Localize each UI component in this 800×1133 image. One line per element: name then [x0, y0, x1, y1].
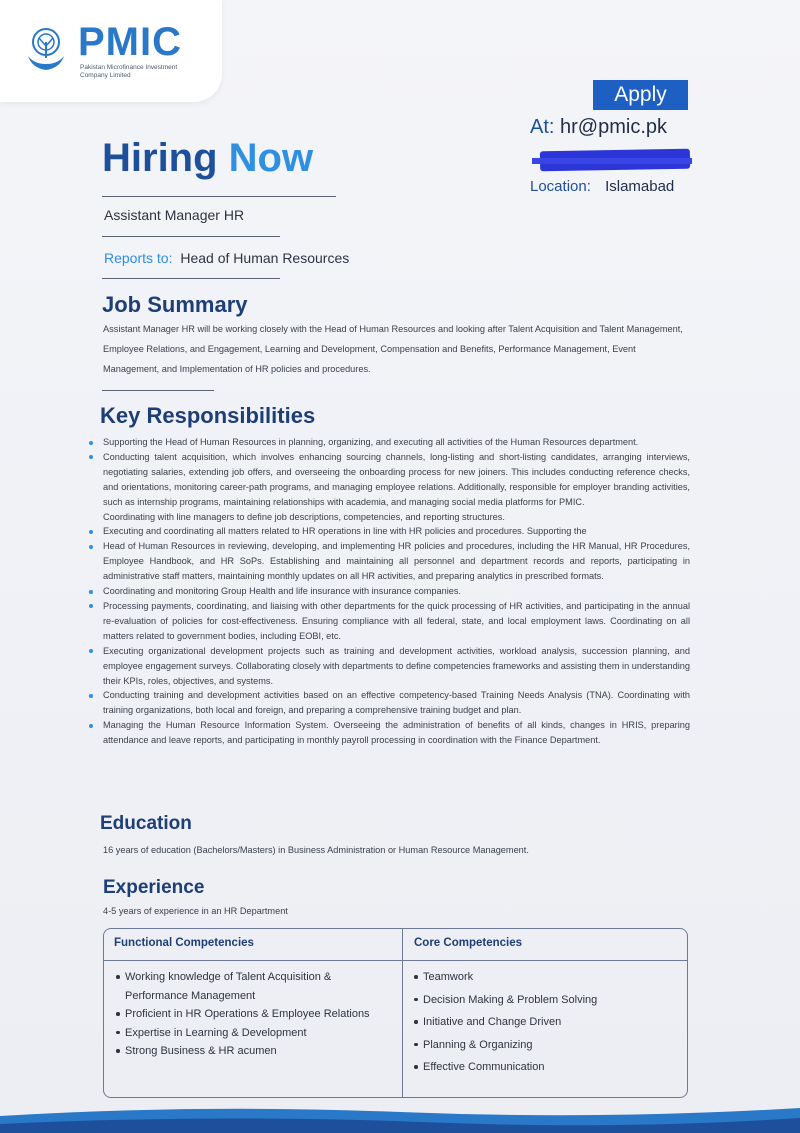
- logo-subtitle-line1: Pakistan Microfinance Investment: [80, 64, 178, 71]
- responsibilities-heading: Key Responsibilities: [100, 403, 316, 428]
- bullet-icon: [89, 441, 93, 445]
- list-item: Planning & Organizing: [414, 1036, 679, 1055]
- list-item-text: Processing payments, coordinating, and liaising with other departments for the quick processing of HR activities, and participating in the annual re-evaluation of policies for cost-effectiveness. Ensuring compliance with all federal, state, and local employment laws. Coordinating on all matters related to government bodies, including EOBI, etc.: [103, 600, 690, 641]
- bullet-icon: [89, 545, 93, 549]
- list-item: [88, 718, 690, 748]
- education-text: 16 years of education (Bachelors/Masters) in Business Administration or Human Resource Management.: [103, 845, 529, 855]
- list-item: Initiative and Change Driven: [414, 1013, 679, 1032]
- logo-wordmark: PMIC: [78, 20, 182, 64]
- job-title: Assistant Manager HR: [104, 207, 245, 223]
- list-item: Working knowledge of Talent Acquisition & Performance Management: [116, 968, 386, 1005]
- job-summary-heading: Job Summary: [102, 292, 248, 317]
- job-summary-text: Assistant Manager HR will be working closely with the Head of Human Resources and looking after Talent Acquisition and Talent Management, Employee Relations, and Engagement, Learning and Development, Compensation and Benefits, Performance Management, Event Management, and Implementation of HR policies and procedures.: [103, 324, 683, 374]
- apply-email-line: [530, 116, 667, 139]
- list-item: Effective Communication: [414, 1058, 679, 1077]
- table-divider: [402, 929, 403, 1097]
- bullet-icon: [89, 590, 93, 594]
- list-item-text: Executing organizational development projects such as training and development activities, workload analysis, succession planning, and employee engagement surveys. Collaborating closely with departments to define competencies frameworks and assisting them in understanding their KPIs, roles, objectives, and systems.: [103, 645, 690, 686]
- education-heading: Education: [100, 813, 192, 834]
- location-label: Location:: [530, 178, 591, 195]
- bullet-icon: [89, 455, 93, 459]
- functional-competencies-header: Functional Competencies: [114, 937, 254, 949]
- list-item: Decision Making & Problem Solving: [414, 991, 679, 1010]
- list-item: [88, 524, 690, 539]
- experience-heading: Experience: [103, 877, 205, 898]
- responsibilities-list: [88, 435, 690, 748]
- title-hiring-word: Hiring: [102, 136, 218, 180]
- list-item-text: Conducting training and development activities based on an effective competency-based Training Needs Analysis (TNA). Coordinating with training organizations, both local and foreign, and preparing a comprehensive training budget and plan.: [103, 690, 690, 716]
- reports-to-value: Head of Human Resources: [180, 250, 350, 266]
- logo-subtitle: [80, 64, 210, 80]
- list-item-text: Supporting the Head of Human Resources in planning, organizing, and executing all activities of the Human Resources department.: [103, 437, 639, 447]
- bullet-icon: [89, 530, 93, 534]
- bullet-icon: [89, 694, 93, 698]
- core-competencies-header: Core Competencies: [414, 937, 523, 949]
- list-item-text: Coordinating with line managers to define job descriptions, competencies, and reporting structures.: [103, 511, 505, 522]
- tree-hands-logo-icon: [24, 24, 68, 74]
- redaction-stroke: [532, 158, 692, 164]
- location-line: [530, 178, 674, 195]
- bullet-icon: [89, 724, 93, 728]
- bullet-icon: [89, 649, 93, 653]
- logo-subtitle-line2: Company Limited: [80, 72, 131, 79]
- list-item-text: Coordinating and monitoring Group Health and life insurance with insurance companies.: [103, 586, 462, 597]
- table-divider: [104, 960, 687, 961]
- divider: [102, 390, 214, 391]
- list-item: [88, 584, 690, 599]
- list-item: Strong Business & HR acumen: [116, 1042, 386, 1061]
- logo-block: [0, 0, 222, 102]
- list-item: Teamwork: [414, 968, 679, 987]
- list-item: [88, 644, 690, 689]
- list-item-text: Head of Human Resources in reviewing, developing, and implementing HR policies and procedures, including the HR Manual, HR Procedures, Employee Handbook, and HR SoPs. Establishing and maintaining all personnel and department records and reports, participating in administrative staff matters, maintaining monthly updates on all HR activities, and preparing analytics in prescribed formats.: [103, 541, 690, 582]
- bullet-icon: [89, 604, 93, 608]
- divider: [102, 196, 336, 197]
- list-item: Proficient in HR Operations & Employee Relations: [116, 1005, 386, 1024]
- list-item-text: Executing and coordinating all matters related to HR operations in line with HR policies and procedures. Supporting the: [103, 526, 587, 537]
- list-item: [88, 599, 690, 644]
- reports-to-line: [104, 250, 349, 266]
- list-item: Expertise in Learning & Development: [116, 1024, 386, 1043]
- list-item: [88, 688, 690, 718]
- title-now-word: Now: [228, 136, 314, 180]
- list-item-text: Managing the Human Resource Information System. Overseeing the administration of benefits of all kinds, changes in HRIS, preparing attendance and leave reports, and participating in monthly payroll processing in coordination with the Finance Department.: [103, 720, 690, 746]
- page-title: [102, 136, 313, 181]
- list-item: [88, 539, 690, 584]
- list-item: [88, 450, 690, 510]
- list-item: [88, 435, 690, 450]
- divider: [102, 278, 280, 279]
- list-item-text: Conducting talent acquisition, which involves enhancing sourcing channels, long-listing and short-listing candidates, arranging interviews, negotiating salaries, extending job offers, and overseeing the onboarding process for new joiners. This includes conducting reference checks, and orientations, monitoring career-path programs, and managing employee relations. Additionally, responsible for employer branding activities, such as internship programs, maintaining relationships with academia, and managing social media platforms for PMIC.: [103, 451, 690, 507]
- core-competencies-list: [414, 968, 679, 1077]
- apply-button[interactable]: Apply: [593, 80, 688, 110]
- reports-to-label: Reports to:: [104, 250, 173, 266]
- apply-at-label: At:: [530, 116, 555, 138]
- list-item: [88, 510, 690, 525]
- footer-wave-decoration: [0, 1098, 800, 1133]
- functional-competencies-list: [116, 968, 386, 1061]
- location-value: Islamabad: [605, 178, 675, 195]
- apply-email-link[interactable]: hr@pmic.pk: [560, 116, 668, 138]
- experience-text: 4-5 years of experience in an HR Department: [103, 906, 288, 916]
- competencies-table: [103, 928, 688, 1098]
- divider: [102, 236, 280, 237]
